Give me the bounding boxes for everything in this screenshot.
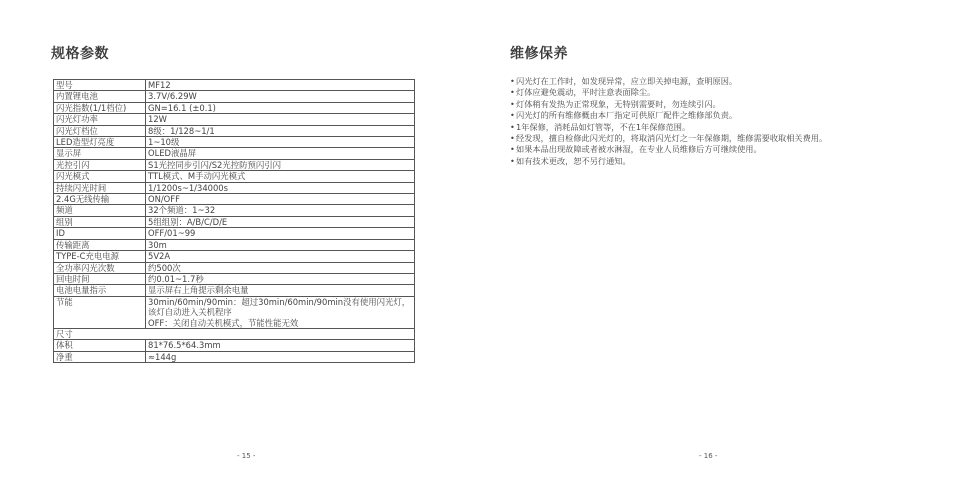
note-text: 灯体稍有发热为正常现象，无特别需要时，勿连续引闪。 (516, 98, 721, 109)
spec-label: LED造型灯亮度 (54, 137, 146, 148)
bullet-icon: • (510, 87, 515, 98)
page-number: - 16 - (699, 452, 718, 460)
spec-value-energy (146, 296, 415, 328)
spec-value: ON/OFF (146, 194, 415, 205)
spec-value: GN=16.1 (±0.1) (146, 102, 415, 113)
list-item (510, 110, 930, 121)
table-row (54, 340, 415, 351)
spec-label: TYPE-C充电电源 (54, 251, 146, 262)
bullet-icon: • (510, 155, 515, 166)
note-text: 如果本品出现故障或者被水淋湿，在专业人员维修后方可继续使用。 (516, 144, 762, 155)
spec-label: 光控引闪 (54, 159, 146, 170)
spec-value: TTL模式、M手动闪光模式 (146, 171, 415, 182)
spec-label: 体积 (54, 340, 146, 351)
spec-value: 81*76.5*64.3mm (146, 340, 415, 351)
table-row-size-header (54, 328, 415, 339)
table-row (54, 351, 415, 362)
spec-value: OLED液晶屏 (146, 148, 415, 159)
table-row (54, 125, 415, 136)
list-item (510, 144, 930, 155)
table-row (54, 205, 415, 216)
note-text: 闪光灯的所有维修概由本厂指定可供原厂配件之维修部负责。 (516, 110, 738, 121)
spec-value: 约500次 (146, 262, 415, 273)
spec-value: 1/1200s~1/34000s (146, 182, 415, 193)
spec-label: 型号 (54, 80, 146, 91)
spec-label: 闪光灯档位 (54, 125, 146, 136)
specs-heading: 规格参数 (51, 46, 109, 62)
spec-value: 8级：1/128~1/1 (146, 125, 415, 136)
spec-value: 显示屏右上角提示剩余电量 (146, 285, 415, 296)
table-row (54, 171, 415, 182)
table-row (54, 102, 415, 113)
note-text: 如有技术更改，恕不另行通知。 (516, 155, 631, 166)
spec-value: 30m (146, 239, 415, 250)
table-row (54, 194, 415, 205)
table-row (54, 251, 415, 262)
list-item (510, 87, 930, 98)
maintenance-list (510, 76, 930, 167)
table-row (54, 182, 415, 193)
spec-value: OFF/01~99 (146, 228, 415, 239)
spec-label: 净重 (54, 351, 146, 362)
spec-label: 节能 (54, 296, 146, 328)
right-page (477, 0, 954, 491)
specs-table (53, 79, 415, 363)
list-item (510, 122, 930, 133)
spec-value: 12W (146, 114, 415, 125)
list-item (510, 133, 930, 144)
spec-label: 传输距离 (54, 239, 146, 250)
table-row (54, 148, 415, 159)
energy-line-1: 30min/60min/90min：超过30min/60min/90min没有使用闪光灯，该灯自动进入关机程序 (148, 296, 411, 318)
list-item (510, 156, 930, 167)
spec-label: 显示屏 (54, 148, 146, 159)
spec-value: S1光控同步引闪/S2光控防预闪引闪 (146, 159, 415, 170)
table-row (54, 262, 415, 273)
note-text: 经发现，擅自检修此闪光灯的，将取消闪光灯之一年保修期，维修需要收取相关费用。 (516, 133, 828, 144)
spec-label: 闪光指数(1/1档位) (54, 102, 146, 113)
spec-label: 持续闪光时间 (54, 182, 146, 193)
spec-label: 2.4G无线传输 (54, 194, 146, 205)
bullet-icon: • (510, 98, 515, 109)
size-header: 尺寸 (54, 328, 415, 339)
table-row (54, 159, 415, 170)
spec-value: 5V2A (146, 251, 415, 262)
table-row (54, 273, 415, 284)
table-row (54, 91, 415, 102)
list-item (510, 76, 930, 87)
table-row (54, 137, 415, 148)
spec-label: 全功率闪光次数 (54, 262, 146, 273)
energy-line-2: OFF：关闭自动关机模式，节能性能无效 (148, 317, 299, 328)
table-row (54, 239, 415, 250)
table-row (54, 80, 415, 91)
bullet-icon: • (510, 133, 515, 144)
spec-label: ID (54, 228, 146, 239)
spec-value: 5组组别：A/B/C/D/E (146, 216, 415, 227)
spec-value: ≈144g (146, 351, 415, 362)
note-text: 灯体应避免震动，平时注意表面除尘。 (516, 87, 656, 98)
bullet-icon: • (510, 76, 515, 86)
spec-label: 闪光模式 (54, 171, 146, 182)
spec-value: 1~10级 (146, 137, 415, 148)
spec-value: 3.7V/6.29W (146, 91, 415, 102)
note-text: 1年保修，消耗品如灯管等，不在1年保修范围。 (516, 121, 691, 132)
list-item (510, 99, 930, 110)
spec-value: 约0.01~1.7秒 (146, 273, 415, 284)
spec-label: 内置锂电池 (54, 91, 146, 102)
spec-label: 回电时间 (54, 273, 146, 284)
spec-value: 32个频道：1~32 (146, 205, 415, 216)
spec-label: 闪光灯功率 (54, 114, 146, 125)
spec-label: 电池电量指示 (54, 285, 146, 296)
maintenance-heading: 维修保养 (510, 46, 568, 62)
page-number: - 15 - (237, 452, 256, 460)
note-text: 闪光灯在工作时，如发现异常，应立即关掉电源，查明原因。 (516, 76, 738, 86)
bullet-icon: • (510, 110, 515, 121)
table-row (54, 114, 415, 125)
spec-label: 频道 (54, 205, 146, 216)
table-row-energy (54, 296, 415, 328)
bullet-icon: • (510, 121, 515, 132)
table-row (54, 285, 415, 296)
spec-label: 组别 (54, 216, 146, 227)
table-row (54, 228, 415, 239)
table-row (54, 216, 415, 227)
spec-value: MF12 (146, 80, 415, 91)
bullet-icon: • (510, 144, 515, 155)
